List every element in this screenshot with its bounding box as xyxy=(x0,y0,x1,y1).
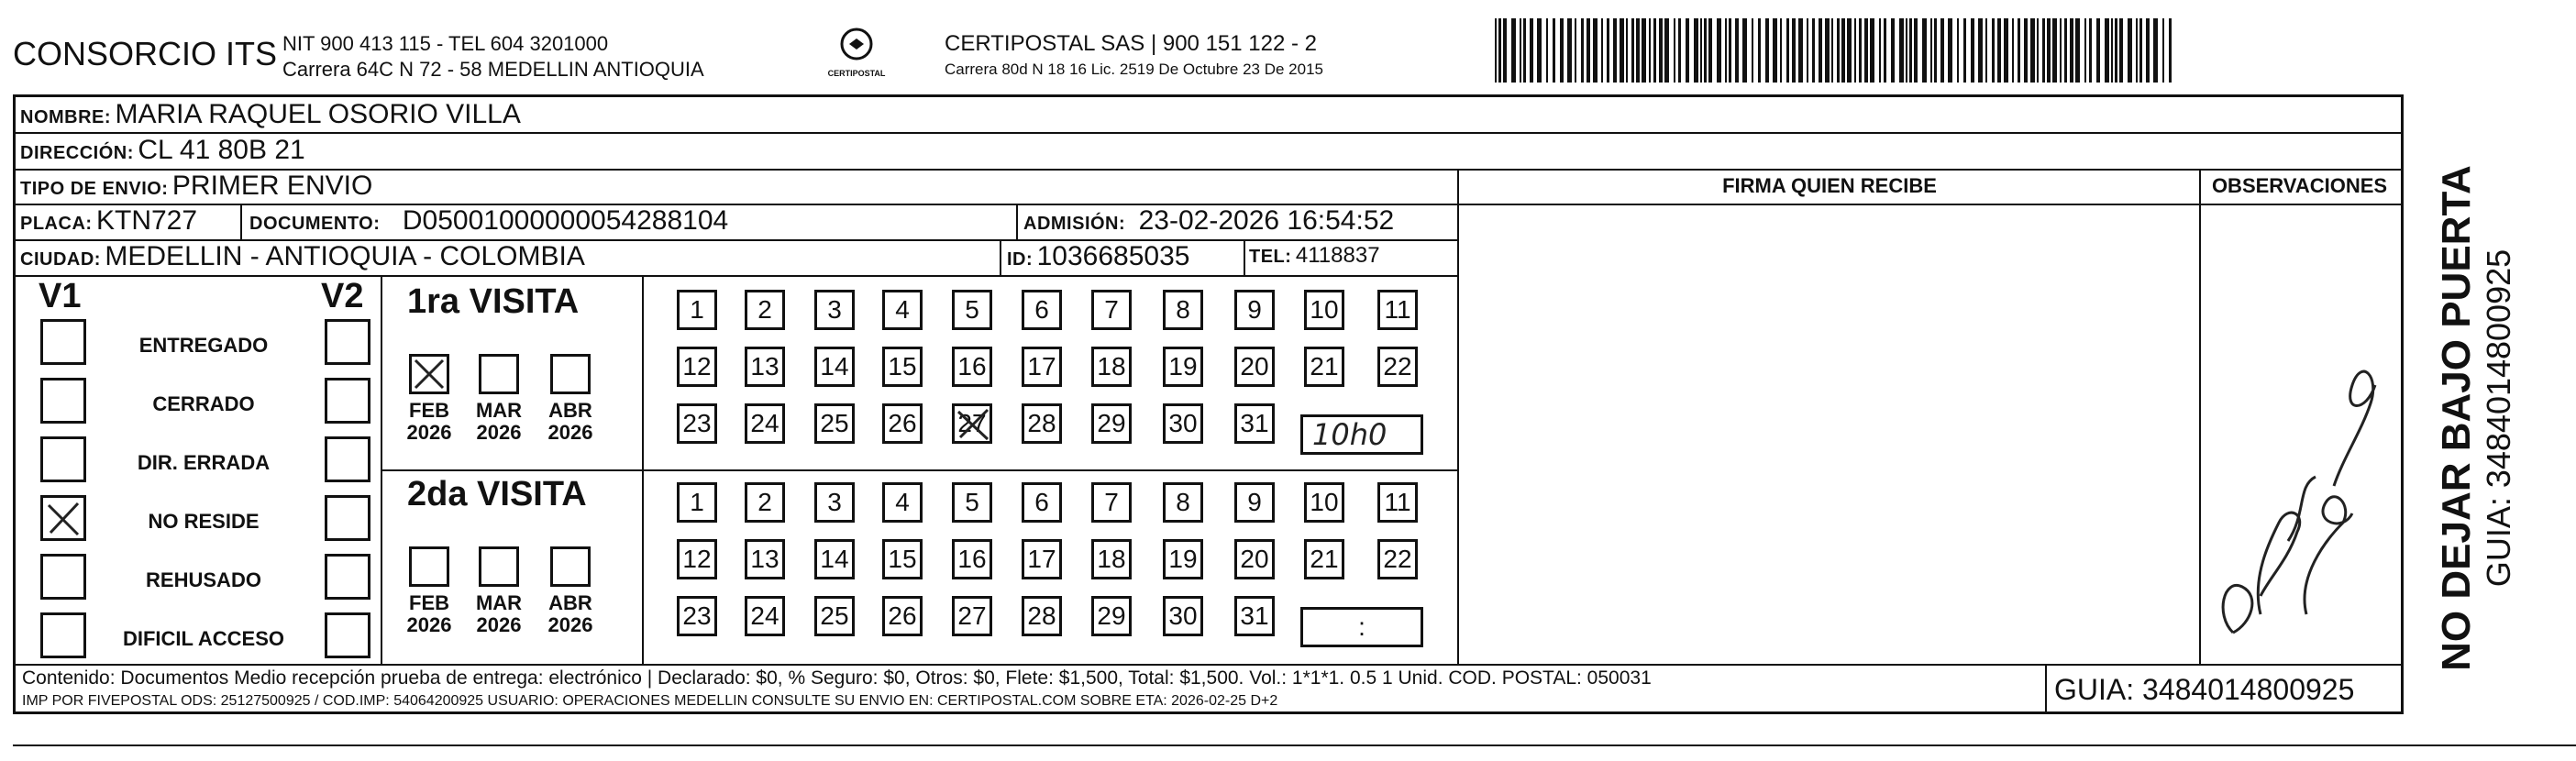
v2-checkbox[interactable] xyxy=(325,319,370,365)
admision-value: 23-02-2026 16:54:52 xyxy=(1138,205,1395,236)
day-cell[interactable]: 25 xyxy=(814,596,855,636)
day-cell[interactable]: 16 xyxy=(952,347,992,387)
tel-value: 4118837 xyxy=(1295,243,1380,268)
nombre-row xyxy=(20,99,521,130)
day-cell[interactable]: 13 xyxy=(745,347,785,387)
documento-value: D05001000000054288104 xyxy=(402,205,729,236)
day-cell[interactable]: 9 xyxy=(1234,290,1275,330)
documento-cell xyxy=(249,205,728,237)
month-checkbox[interactable] xyxy=(550,354,591,394)
day-cell[interactable]: 7 xyxy=(1091,482,1132,523)
day-cell[interactable]: 11 xyxy=(1377,482,1418,523)
v2-checkbox[interactable] xyxy=(325,612,370,658)
ciudad-value: MEDELLIN - ANTIOQUIA - COLOMBIA xyxy=(105,241,585,271)
day-cell[interactable]: 19 xyxy=(1163,347,1203,387)
v1-checkbox[interactable] xyxy=(40,319,86,365)
month-label xyxy=(467,400,531,444)
nombre-value: MARIA RAQUEL OSORIO VILLA xyxy=(115,99,521,129)
month-label xyxy=(397,400,461,444)
day-cell[interactable]: 14 xyxy=(814,539,855,579)
day-cell[interactable]: 30 xyxy=(1163,596,1203,636)
month-checkbox[interactable] xyxy=(409,354,449,394)
footer-guia: GUIA: 3484014800925 xyxy=(2054,673,2355,706)
day-cell[interactable]: 24 xyxy=(745,596,785,636)
v1-header: V1 xyxy=(39,277,82,315)
v2-checkbox[interactable] xyxy=(325,554,370,600)
status-label: NO RESIDE xyxy=(148,510,260,533)
month-checkbox[interactable] xyxy=(409,546,449,587)
day-cell[interactable]: 31 xyxy=(1234,596,1275,636)
day-cell[interactable]: 11 xyxy=(1377,290,1418,330)
tipo-label: TIPO DE ENVIO: xyxy=(20,179,169,199)
day-cell[interactable]: 25 xyxy=(814,403,855,444)
handwritten-check-icon xyxy=(43,498,83,538)
handwritten-check-icon xyxy=(955,406,991,443)
day-cell[interactable]: 20 xyxy=(1234,539,1275,579)
day-cell[interactable]: 1 xyxy=(677,482,717,523)
tipo-value: PRIMER ENVIO xyxy=(171,171,373,201)
v1-checkbox[interactable] xyxy=(40,436,86,482)
barcode-graphic xyxy=(1495,18,2183,83)
month-label xyxy=(538,592,603,636)
tel-cell xyxy=(1249,243,1380,269)
day-cell[interactable]: 12 xyxy=(677,347,717,387)
observaciones-header: OBSERVACIONES xyxy=(2211,174,2388,197)
placa-cell xyxy=(20,205,197,237)
company-address: Carrera 64C N 72 - 58 MEDELLIN ANTIOQUIA xyxy=(282,58,704,81)
ciudad-label: CIUDAD: xyxy=(20,249,101,270)
month-year: 2026 xyxy=(476,421,522,444)
day-cell[interactable]: 21 xyxy=(1304,539,1344,579)
day-cell[interactable]: 22 xyxy=(1377,539,1418,579)
day-cell[interactable]: 23 xyxy=(677,403,717,444)
visit1-time-box[interactable] xyxy=(1300,414,1423,455)
day-cell[interactable]: 26 xyxy=(882,403,923,444)
day-cell[interactable]: 10 xyxy=(1304,482,1344,523)
month-label xyxy=(538,400,603,444)
ciudad-cell xyxy=(20,241,585,272)
visit2-title: 2da VISITA xyxy=(407,475,587,513)
signature-scribble xyxy=(2206,303,2389,651)
admision-cell xyxy=(1023,205,1394,237)
v1-checkbox[interactable] xyxy=(40,554,86,600)
placa-value: KTN727 xyxy=(96,205,198,236)
carrier-info xyxy=(945,31,1323,79)
nombre-label: NOMBRE: xyxy=(20,107,112,127)
status-label: REHUSADO xyxy=(146,568,261,591)
day-cell[interactable]: 30 xyxy=(1163,403,1203,444)
month-name: ABR xyxy=(548,399,592,422)
day-cell[interactable]: 5 xyxy=(952,290,992,330)
day-cell[interactable]: 2 xyxy=(745,290,785,330)
day-cell[interactable]: 26 xyxy=(882,596,923,636)
status-label: DIFICIL ACCESO xyxy=(122,627,284,650)
day-cell[interactable]: 22 xyxy=(1377,347,1418,387)
logo-label: CERTIPOSTAL xyxy=(827,69,886,78)
day-cell[interactable]: 28 xyxy=(1022,596,1062,636)
day-cell[interactable]: 10 xyxy=(1304,290,1344,330)
day-cell[interactable]: 4 xyxy=(882,482,923,523)
v2-checkbox[interactable] xyxy=(325,495,370,541)
id-value: 1036685035 xyxy=(1036,241,1190,271)
visit2-time-box[interactable]: : xyxy=(1300,607,1423,647)
day-cell[interactable]: 18 xyxy=(1091,347,1132,387)
direccion-value: CL 41 80B 21 xyxy=(138,135,305,165)
month-year: 2026 xyxy=(476,613,522,636)
direccion-label: DIRECCIÓN: xyxy=(20,143,134,163)
day-cell[interactable]: 18 xyxy=(1091,539,1132,579)
id-label: ID: xyxy=(1007,249,1034,270)
v1-checkbox[interactable] xyxy=(40,612,86,658)
day-cell[interactable]: 9 xyxy=(1234,482,1275,523)
day-cell[interactable]: 7 xyxy=(1091,290,1132,330)
month-name: MAR xyxy=(475,399,523,422)
v2-checkbox[interactable] xyxy=(325,436,370,482)
day-cell[interactable]: 27 xyxy=(952,596,992,636)
day-cell[interactable]: 5 xyxy=(952,482,992,523)
month-year: 2026 xyxy=(406,613,452,636)
v1-checkbox[interactable] xyxy=(40,495,86,541)
day-cell[interactable]: 28 xyxy=(1022,403,1062,444)
month-checkbox[interactable] xyxy=(479,546,519,587)
day-cell[interactable]: 17 xyxy=(1022,347,1062,387)
tipo-row xyxy=(20,171,372,202)
day-cell[interactable]: 17 xyxy=(1022,539,1062,579)
day-cell[interactable]: 6 xyxy=(1022,290,1062,330)
month-name: MAR xyxy=(475,591,523,614)
month-checkbox[interactable] xyxy=(479,354,519,394)
placa-label: PLACA: xyxy=(20,214,93,234)
month-year: 2026 xyxy=(547,421,593,444)
company-info xyxy=(282,31,704,83)
day-cell[interactable]: 14 xyxy=(814,347,855,387)
status-label: CERRADO xyxy=(152,392,255,415)
id-cell xyxy=(1007,241,1189,272)
day-cell[interactable]: 15 xyxy=(882,539,923,579)
documento-label: DOCUMENTO: xyxy=(249,214,381,234)
visit1-title: 1ra VISITA xyxy=(407,282,580,321)
month-name: FEB xyxy=(409,399,449,422)
firma-header: FIRMA QUIEN RECIBE xyxy=(1722,174,1937,197)
certipostal-logo xyxy=(811,28,902,78)
month-name: ABR xyxy=(548,591,592,614)
v2-header: V2 xyxy=(321,277,364,315)
month-year: 2026 xyxy=(406,421,452,444)
side-guia: GUIA: 3484014800925 xyxy=(2480,248,2517,588)
carrier-address: Carrera 80d N 18 16 Lic. 2519 De Octubre 23 De 2015 xyxy=(945,61,1323,78)
day-cell[interactable]: 16 xyxy=(952,539,992,579)
logo-icon xyxy=(836,28,877,64)
day-cell[interactable]: 3 xyxy=(814,290,855,330)
handwritten-signature-icon xyxy=(2206,303,2389,651)
day-cell[interactable]: 20 xyxy=(1234,347,1275,387)
day-cell[interactable]: 3 xyxy=(814,482,855,523)
day-cell[interactable]: 12 xyxy=(677,539,717,579)
day-cell[interactable]: 31 xyxy=(1234,403,1275,444)
day-cell[interactable]: 29 xyxy=(1091,596,1132,636)
status-label: ENTREGADO xyxy=(138,334,269,357)
day-cell[interactable]: 21 xyxy=(1304,347,1344,387)
direccion-row xyxy=(20,135,305,166)
month-label xyxy=(467,592,531,636)
month-checkbox[interactable] xyxy=(550,546,591,587)
bottom-rule xyxy=(13,744,2576,746)
day-cell[interactable]: 23 xyxy=(677,596,717,636)
day-cell[interactable]: 4 xyxy=(882,290,923,330)
v2-checkbox[interactable] xyxy=(325,378,370,424)
day-cell[interactable]: 29 xyxy=(1091,403,1132,444)
footer-impresion: IMP POR FIVEPOSTAL ODS: 25127500925 / COD.IMP: 54064200925 USUARIO: OPERACIONES MEDELLIN CONSULTE SU ENVIO EN: CERTIPOSTAL.COM SOBRE ETA: 2026-02-25 D+2 xyxy=(22,693,1278,709)
side-warning: NO DEJAR BAJO PUERTA xyxy=(2434,165,2479,671)
status-label: DIR. ERRADA xyxy=(137,451,271,474)
v1-checkbox[interactable] xyxy=(40,378,86,424)
month-name: FEB xyxy=(409,591,449,614)
month-year: 2026 xyxy=(547,613,593,636)
day-cell[interactable]: 8 xyxy=(1163,290,1203,330)
day-cell[interactable]: 6 xyxy=(1022,482,1062,523)
carrier-name: CERTIPOSTAL SAS | 900 151 122 - 2 xyxy=(945,31,1317,56)
tel-label: TEL: xyxy=(1249,247,1292,267)
day-cell[interactable]: 1 xyxy=(677,290,717,330)
footer-contenido: Contenido: Documentos Medio recepción prueba de entrega: electrónico | Declarado: $0, % Seguro: $0, Otros: $0, Flete: $1,500, Total: $1,500. Vol.: 1*1*1. 0.5 1 Unid. COD. POSTAL: 050031 xyxy=(22,667,1652,689)
day-cell[interactable]: 24 xyxy=(745,403,785,444)
day-cell[interactable]: 27 xyxy=(952,403,992,444)
day-cell[interactable]: 8 xyxy=(1163,482,1203,523)
day-cell[interactable]: 19 xyxy=(1163,539,1203,579)
day-cell[interactable]: 2 xyxy=(745,482,785,523)
day-cell[interactable]: 15 xyxy=(882,347,923,387)
company-nit: NIT 900 413 115 - TEL 604 3201000 xyxy=(282,32,609,55)
month-label xyxy=(397,592,461,636)
handwritten-check-icon xyxy=(412,357,447,392)
visit1-time-handwritten: 10h0 xyxy=(1312,417,1388,452)
company-name: CONSORCIO ITS xyxy=(13,35,278,72)
barcode xyxy=(1495,18,2183,83)
day-cell[interactable]: 13 xyxy=(745,539,785,579)
admision-label: ADMISIÓN: xyxy=(1023,214,1126,234)
